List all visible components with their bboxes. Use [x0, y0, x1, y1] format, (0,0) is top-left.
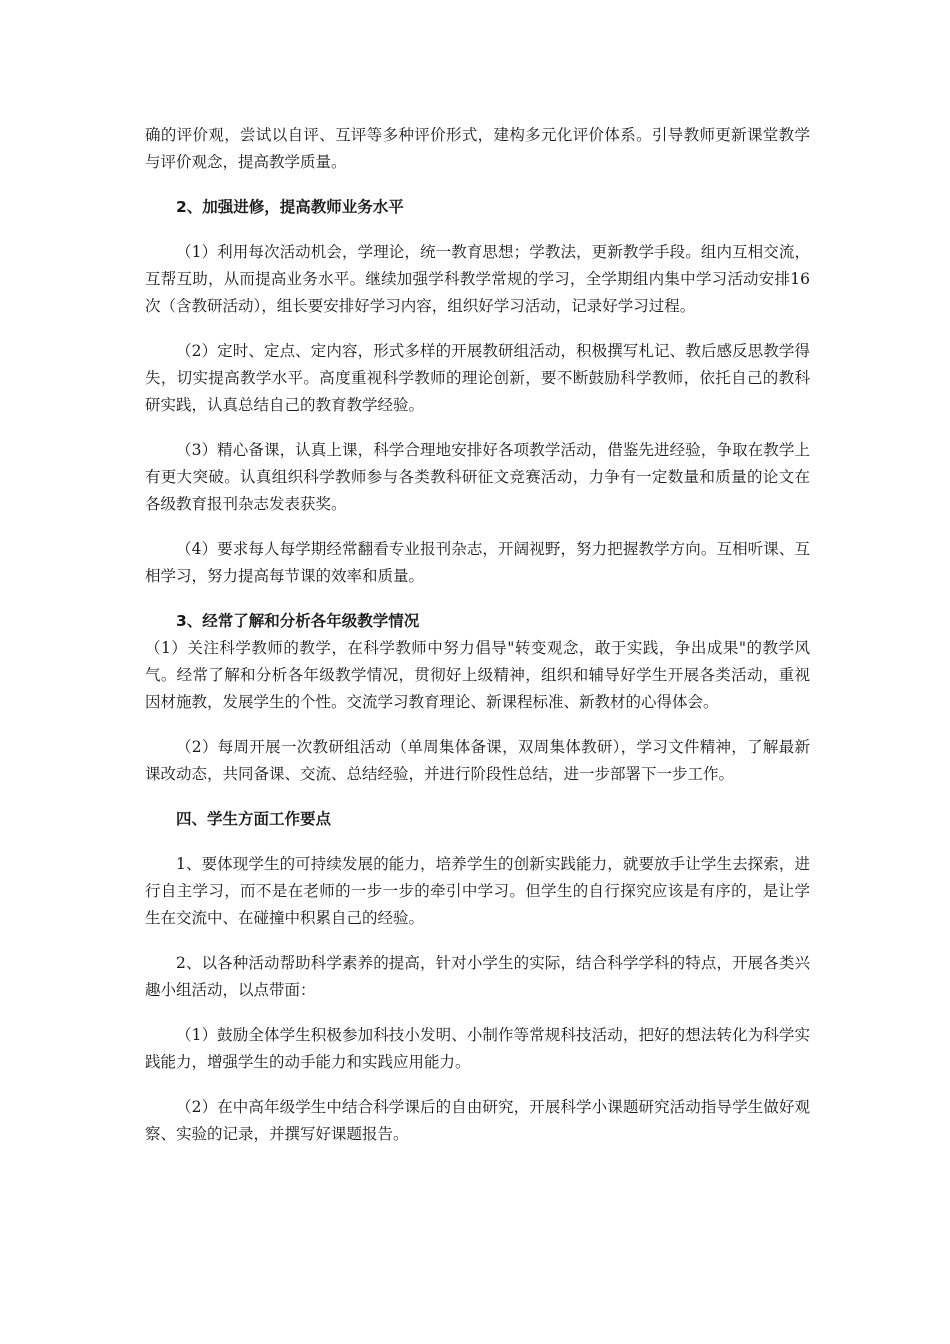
paragraph-3-1: （1）关注科学教师的教学，在科学教师中努力倡导"转变观念，敢于实践，争出成果"的教学风气。经常了解和分析各年级教学情况，贯彻好上级精神，组织和辅导好学生开展各类活动，重视因材施教，发展学生的个性。交流学习教育理论、新课程标准、新教材的心得体会。	[145, 639, 810, 711]
paragraph-3-2: （2）每周开展一次教研组活动（单周集体备课，双周集体教研），学习文件精神，了解最新课改动态，共同备课、交流、总结经验，并进行阶段性总结，进一步部署下一步工作。	[145, 738, 810, 783]
paragraph-4-2-2: （2）在中高年级学生中结合科学课后的自由研究，开展科学小课题研究活动指导学生做好观察、实验的记录，并撰写好课题报告。	[145, 1098, 810, 1143]
paragraph-2-4: （4）要求每人每学期经常翻看专业报刊杂志，开阔视野，努力把握教学方向。互相听课、互相学习，努力提高每节课的效率和质量。	[145, 540, 810, 585]
paragraph-4-1: 1、要体现学生的可持续发展的能力，培养学生的创新实践能力，就要放手让学生去探索，进行自主学习，而不是在老师的一步一步的牵引中学习。但学生的自行探究应该是有序的，是让学生在交流中、在碰撞中积累自己的经验。	[145, 855, 810, 927]
document-page	[145, 122, 810, 1148]
paragraph-4-2-1: （1）鼓励全体学生积极参加科技小发明、小制作等常规科技活动，把好的想法转化为科学实践能力，增强学生的动手能力和实践应用能力。	[145, 1026, 810, 1071]
paragraph-evaluation: 确的评价观，尝试以自评、互评等多种评价形式，建构多元化评价体系。引导教师更新课堂教学与评价观念，提高教学质量。	[145, 126, 810, 171]
heading-section-2: 2、加强进修，提高教师业务水平	[176, 198, 404, 216]
paragraph-2-2: （2）定时、定点、定内容，形式多样的开展教研组活动，积极撰写札记、教后感反思教学得失，切实提高教学水平。高度重视科学教师的理论创新，要不断鼓励科学教师，依托自己的教科研实践，认真总结自己的教育教学经验。	[145, 342, 810, 414]
paragraph-2-3: （3）精心备课，认真上课，科学合理地安排好各项教学活动，借鉴先进经验，争取在教学上有更大突破。认真组织科学教师参与各类教科研征文竞赛活动，力争有一定数量和质量的论文在各级教育报刊杂志发表获奖。	[145, 441, 810, 513]
paragraph-4-2: 2、以各种活动帮助科学素养的提高，针对小学生的实际，结合科学学科的特点，开展各类兴趣小组活动，以点带面：	[145, 954, 810, 999]
heading-section-4: 四、学生方面工作要点	[176, 810, 332, 828]
heading-section-3: 3、经常了解和分析各年级教学情况	[176, 612, 420, 630]
paragraph-2-1: （1）利用每次活动机会，学理论，统一教育思想；学教法，更新教学手段。组内互相交流，互帮互助，从而提高业务水平。继续加强学科教学常规的学习，全学期组内集中学习活动安排16次（含教研活动），组长要安排好学习内容，组织好学习活动，记录好学习过程。	[145, 243, 810, 315]
